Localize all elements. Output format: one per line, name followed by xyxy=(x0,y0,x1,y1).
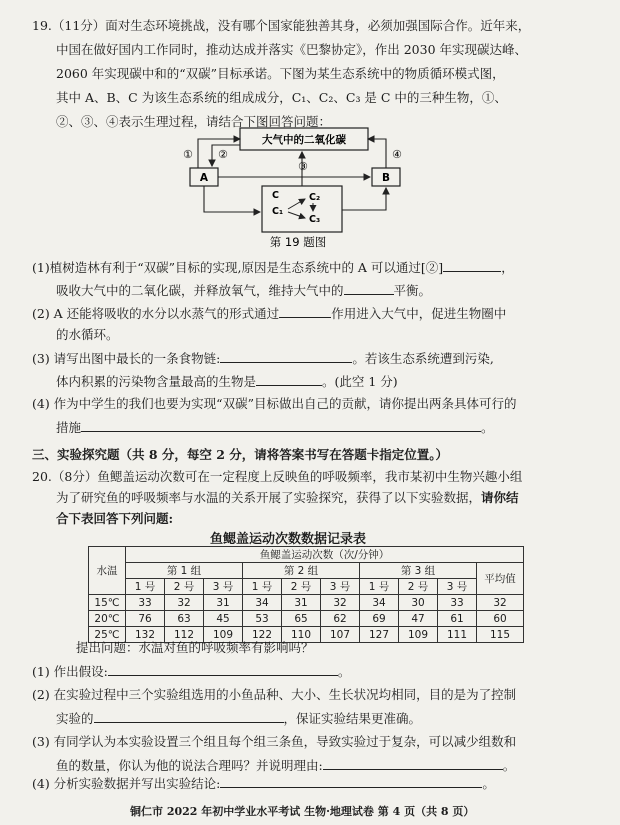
value-cell: 53 xyxy=(243,611,282,627)
fish-header: 2 号 xyxy=(399,579,438,595)
q20-s3-line-2 xyxy=(56,757,515,774)
punct: 。 xyxy=(502,758,516,773)
value-cell: 110 xyxy=(282,627,321,643)
value-cell: 112 xyxy=(165,627,204,643)
q20-line-2 xyxy=(56,490,519,506)
q19-s3-line-2 xyxy=(56,373,398,390)
q19-s3-text-b: 体内积累的污染物含量最高的生物是 xyxy=(56,374,257,389)
fish-header: 2 号 xyxy=(282,579,321,595)
value-cell: 34 xyxy=(243,595,282,611)
fish-header: 1 号 xyxy=(360,579,399,595)
q19-s3-text-end-b: 。(此空 1 分) xyxy=(322,374,398,389)
q20-line-1: 20.（8分）鱼鳃盖运动次数可在一定程度上反映鱼的呼吸频率，我市某初中生物兴趣小组 xyxy=(32,469,523,484)
q20-s4-text: (4) 分析实验数据并写出实验结论: xyxy=(32,776,221,791)
q19-s1-line-1 xyxy=(32,259,514,276)
q20-s2-text-end: ，保证实验结果更准确。 xyxy=(283,711,422,726)
value-cell: 132 xyxy=(126,627,165,643)
q19-intro-line-1: 19.（11分）面对生态环境挑战，没有哪个国家能独善其身，必须加强国际合作。近年来， xyxy=(32,18,531,33)
punct: 。 xyxy=(481,420,494,435)
answer-blank[interactable] xyxy=(443,259,501,272)
q20-line-2-bold: 请你结 xyxy=(481,490,519,505)
c-to-b-arrow xyxy=(342,188,386,210)
a-to-c-arrow xyxy=(204,186,260,212)
q20-s2-line-2 xyxy=(56,710,421,727)
atmosphere-co2-label: 大气中的二氧化碳 xyxy=(262,134,346,146)
fish-header: 2 号 xyxy=(165,579,204,595)
value-cell: 34 xyxy=(360,595,399,611)
q19-intro-line-4: 其中 A、B、C 为该生态系统的组成成分，C₁、C₂、C₃ 是 C 中的三种生物，①、 xyxy=(56,90,507,105)
q19-s1-line-2 xyxy=(56,282,431,299)
value-cell: 63 xyxy=(165,611,204,627)
q20-question: 提出问题：水温对鱼的呼吸频率有影响吗？ xyxy=(76,640,314,655)
c1-to-c2-arrow xyxy=(288,199,305,209)
value-cell: 31 xyxy=(282,595,321,611)
value-cell: 109 xyxy=(399,627,438,643)
c-label: C xyxy=(272,190,279,201)
answer-blank[interactable] xyxy=(94,710,284,723)
process-4-label: ④ xyxy=(392,148,402,161)
value-cell: 47 xyxy=(399,611,438,627)
fish-header: 1 号 xyxy=(126,579,165,595)
temp-cell: 20℃ xyxy=(89,611,126,627)
q19-s4-line-1: (4) 作为中学生的我们也要为实现“双碳”目标做出自己的贡献，请你提出两条具体可行的 xyxy=(32,396,517,411)
value-cell: 122 xyxy=(243,627,282,643)
answer-blank[interactable] xyxy=(279,305,331,318)
water-temp-header: 水温 xyxy=(89,547,126,595)
carbon-cycle-diagram xyxy=(0,0,620,260)
fish-header: 3 号 xyxy=(321,579,360,595)
group-3-header: 第 3 组 xyxy=(360,563,477,579)
value-cell: 76 xyxy=(126,611,165,627)
q20-s1-text: (1) 作出假设: xyxy=(32,664,108,679)
q20-s2-text-b: 实验的 xyxy=(56,711,94,726)
group-1-header: 第 1 组 xyxy=(126,563,243,579)
q19-s4-line-2 xyxy=(56,419,494,436)
punct: 。 xyxy=(337,664,351,679)
q19-intro-line-2: 中国在做好国内工作同时，推动达成并落实《巴黎协定》，作出 2030 年实现碳达峰、 xyxy=(56,42,528,57)
value-cell: 69 xyxy=(360,611,399,627)
q19-s1-text-b: 吸收大气中的二氧化碳，并释放氧气，维持大气中的 xyxy=(56,283,344,298)
value-cell: 109 xyxy=(204,627,243,643)
punct: ， xyxy=(501,260,514,275)
diagram-caption: 第 19 题图 xyxy=(269,235,327,249)
value-cell: 65 xyxy=(282,611,321,627)
answer-blank[interactable] xyxy=(220,775,482,788)
answer-blank[interactable] xyxy=(81,419,481,432)
q20-s4 xyxy=(32,775,495,792)
process-4-arrow xyxy=(368,139,386,168)
value-cell: 61 xyxy=(438,611,477,627)
b-label: B xyxy=(381,172,391,184)
q19-s1-text-a: (1)植树造林有利于“双碳”目标的实现,原因是生态系统中的 A 可以通过[②] xyxy=(32,260,444,275)
value-cell: 107 xyxy=(321,627,360,643)
process-1-label: ① xyxy=(183,148,193,161)
c2-label: C₂ xyxy=(309,192,321,203)
fish-header: 3 号 xyxy=(438,579,477,595)
value-cell: 33 xyxy=(126,595,165,611)
process-2-label: ② xyxy=(218,148,228,161)
c1-to-c3-arrow xyxy=(288,212,305,218)
q19-s2-text-end: 作用进入大气中，促进生物圈中 xyxy=(331,306,507,321)
answer-blank[interactable] xyxy=(323,757,503,770)
value-cell: 62 xyxy=(321,611,360,627)
q20-s1 xyxy=(32,663,350,680)
table-row xyxy=(89,595,524,611)
temp-cell: 15℃ xyxy=(89,595,126,611)
q19-s2-line-1 xyxy=(32,305,506,322)
answer-blank[interactable] xyxy=(256,373,322,386)
count-header: 鱼鳃盖运动次数（次/分钟） xyxy=(126,547,524,563)
c3-label: C₃ xyxy=(309,214,321,225)
value-cell: 111 xyxy=(438,627,477,643)
group-2-header: 第 2 组 xyxy=(243,563,360,579)
process-3-label: ③ xyxy=(298,160,308,173)
data-table xyxy=(88,546,524,643)
table-title: 鱼鳃盖运动次数数据记录表 xyxy=(210,532,367,547)
q19-s2-line-2: 的水循环。 xyxy=(56,327,119,342)
value-cell: 32 xyxy=(165,595,204,611)
value-cell: 32 xyxy=(321,595,360,611)
q20-line-2-text: 为了研究鱼的呼吸频率与水温的关系开展了实验探究，获得了以下实验数据， xyxy=(56,490,482,505)
q20-s2-line-1: (2) 在实验过程中三个实验组选用的小鱼品种、大小、生长状况均相同，目的是为了控制 xyxy=(32,687,517,702)
q19-s4-text-b: 措施 xyxy=(56,420,82,435)
temp-cell: 25℃ xyxy=(89,627,126,643)
q19-s2-text-a: (2) A 还能将吸收的水分以水蒸气的形式通过 xyxy=(32,306,280,321)
q20-s3-line-1: (3) 有同学认为本实验设置三个组且每个组三条鱼，导致实验过于复杂，可以减少组数和 xyxy=(32,734,517,749)
value-cell: 33 xyxy=(438,595,477,611)
q19-intro-line-3: 2060 年实现碳中和的“双碳”目标承诺。下图为某生态系统中的物质循环模式图， xyxy=(56,66,505,81)
average-header: 平均值 xyxy=(477,563,524,595)
average-cell: 115 xyxy=(477,627,524,643)
value-cell: 31 xyxy=(204,595,243,611)
fish-header: 1 号 xyxy=(243,579,282,595)
answer-blank[interactable] xyxy=(344,282,394,295)
average-cell: 60 xyxy=(477,611,524,627)
table-row xyxy=(89,611,524,627)
punct: 。 xyxy=(482,776,495,791)
answer-blank[interactable] xyxy=(108,663,338,676)
value-cell: 127 xyxy=(360,627,399,643)
punct: 平衡。 xyxy=(393,283,432,298)
q19-s3-line-1 xyxy=(32,350,494,367)
answer-blank[interactable] xyxy=(220,350,352,363)
q19-intro-line-5: ②、③、④表示生理过程，请结合下图回答问题： xyxy=(56,114,332,129)
q20-line-3: 合下表回答下列问题: xyxy=(56,511,174,526)
section-3-heading: 三、实验探究题（共 8 分，每空 2 分，请将答案书写在答题卡指定位置。） xyxy=(32,447,449,462)
q19-s3-text-a: (3) 请写出图中最长的一条食物链: xyxy=(32,351,221,366)
c1-label: C₁ xyxy=(272,206,284,217)
q20-s3-text-b: 鱼的数量，你认为他的说法合理吗？并说明理由: xyxy=(56,758,323,773)
q19-s3-text-end: 。若该生态系统遭到污染, xyxy=(352,351,494,366)
a-label: A xyxy=(199,172,209,184)
value-cell: 30 xyxy=(399,595,438,611)
page-footer: 铜仁市 2022 年初中学业水平考试 生物·地理试卷 第 4 页（共 8 页） xyxy=(130,805,475,818)
average-cell: 32 xyxy=(477,595,524,611)
value-cell: 45 xyxy=(204,611,243,627)
fish-header: 3 号 xyxy=(204,579,243,595)
